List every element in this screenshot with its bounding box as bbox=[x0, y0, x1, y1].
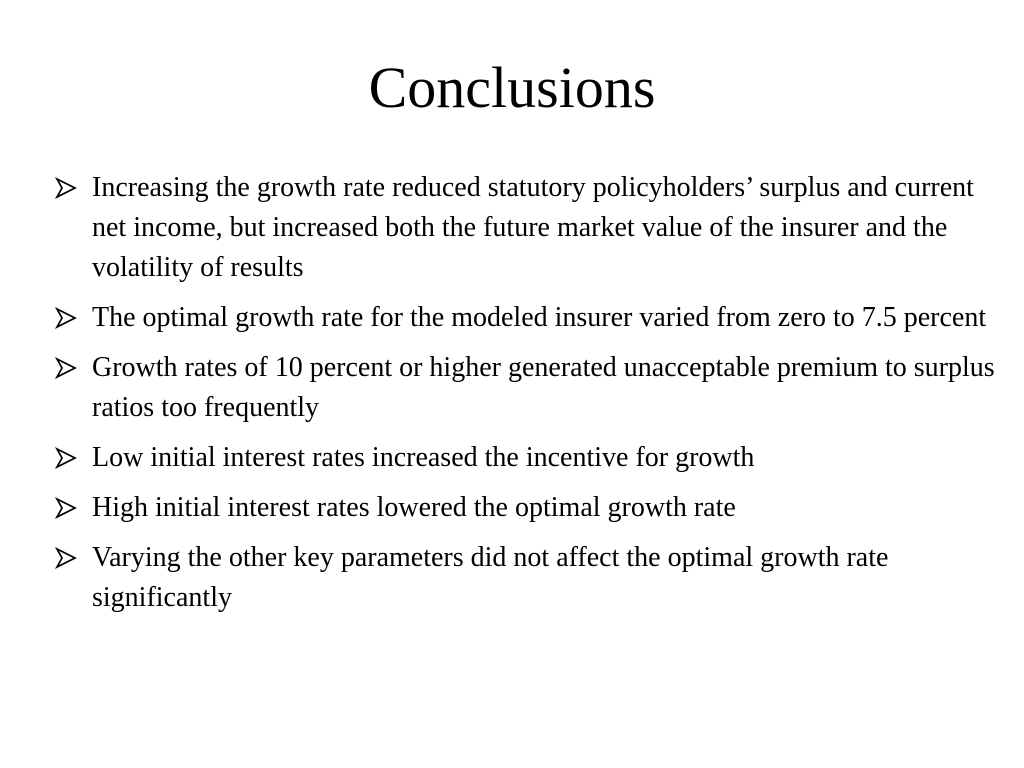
bullet-text: Increasing the growth rate reduced statutory policyholders’ surplus and current net income, but increased both the future market value of the insurer and the volatility of results bbox=[92, 172, 974, 283]
bullet-text: Low initial interest rates increased the incentive for growth bbox=[92, 442, 755, 473]
bullet-text: High initial interest rates lowered the optimal growth rate bbox=[92, 492, 736, 523]
bullet-item bbox=[55, 168, 1000, 288]
slide-title: Conclusions bbox=[368, 55, 656, 120]
bullet-item bbox=[55, 438, 1000, 478]
bullet-item bbox=[55, 298, 1000, 338]
bullet-item bbox=[55, 538, 1000, 618]
arrow-bullet-icon bbox=[55, 357, 77, 379]
arrow-bullet-icon bbox=[55, 447, 77, 469]
arrow-bullet-icon bbox=[55, 177, 77, 199]
bullet-text: Varying the other key parameters did not affect the optimal growth rate significantly bbox=[92, 542, 889, 613]
arrow-bullet-icon bbox=[55, 307, 77, 329]
arrow-bullet-icon bbox=[55, 497, 77, 519]
bullet-list bbox=[55, 168, 1000, 628]
bullet-text: Growth rates of 10 percent or higher generated unacceptable premium to surplus ratios too frequently bbox=[92, 352, 995, 423]
arrow-bullet-icon bbox=[55, 547, 77, 569]
bullet-text: The optimal growth rate for the modeled insurer varied from zero to 7.5 percent bbox=[92, 302, 987, 333]
bullet-item bbox=[55, 488, 1000, 528]
bullet-item bbox=[55, 348, 1000, 428]
